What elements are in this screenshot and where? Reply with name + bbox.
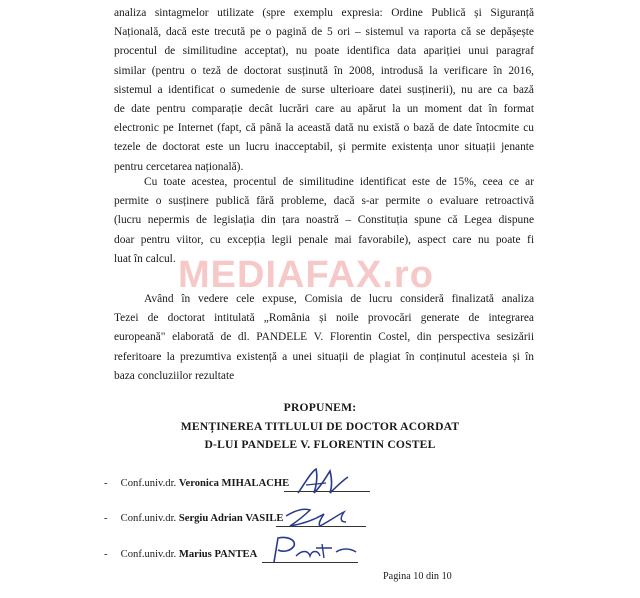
text-line: pentru cercetarea națională). [114,160,244,173]
handwritten-signature-3 [266,532,362,568]
signatory-prefix: Conf.univ.dr. [120,549,177,560]
signatory-prefix: Conf.univ.dr. [120,478,177,489]
text-line: permite o susținere publică fără probleme, dacă s-ar permite o evaluare retroactivă [114,195,534,208]
text-line: doar pentru viitor, cu excepția legii penale mai favorabile), aspect care nu poate fi [114,233,534,246]
text-line: Având în vedere cele expuse, Comisia de lucru consideră finalizată analiza [144,293,534,305]
signatory-first-name: Marius [178,549,212,560]
text-line: procentul de similitudine acceptat), nu poate identifica data apariției unui paragraf [114,45,534,58]
handwritten-signature-2 [280,500,360,532]
text-line: de date pentru comparație decât lucrări care au apărut la un moment dat în format [114,103,534,116]
text-line: Națională, dacă este trecută pe o pagină de 5 ori – sistemul va raporta că se depășește [114,26,534,39]
proposal-line-1: MENȚINEREA TITLULUI DE DOCTOR ACORDAT [180,420,460,433]
watermark-logo: MEDIAFAX.ro [178,254,434,296]
text-line: tezele de doctorat este un lucru inacceptabil, și permite existența unor situații jenante [114,141,534,154]
text-line: luat în calcul. [114,252,176,265]
text-line: sistemul a identificat o sumedenie de surse ulterioare datei susținerii), nu are ca bază [114,83,534,96]
signatory-first-name: Sergiu Adrian [178,513,243,524]
signatory-row: - Conf.univ.dr. Veronica MIHALACHE [104,478,290,489]
signatory-last-name: MIHALACHE [221,478,290,489]
signatory-prefix: Conf.univ.dr. [120,513,177,524]
signatory-last-name: VASILE [245,513,284,524]
handwritten-signature-1 [292,465,362,497]
signatory-row: - Conf.univ.dr. Sergiu Adrian VASILE [104,513,284,524]
signatory-first-name: Veronica [178,478,219,489]
signatory-row: - Conf.univ.dr. Marius PANTEA [104,549,258,560]
signatory-last-name: PANTEA [214,549,258,560]
text-line: baza concluziilor rezultate [114,369,235,382]
text-line: (lucru nepermis de legislația din țara noastră – Constituția spune că Legea dispune [114,214,534,227]
page-number-footer: Pagina 10 din 10 [383,571,452,582]
text-line: referitoare la prezumtiva existență a unei situații de plagiat în conținutul acesteia și în [114,350,534,363]
paragraph-3 [114,290,534,386]
proposal-heading: PROPUNEM: [283,401,357,414]
text-line: similar (pentru o teză de doctorat susținută în 2008, introdusă la verificare în 2016, [114,64,534,77]
text-line: Cu toate acestea, procentul de similitudine identificat este de 15%, ceea ce ar [144,176,534,188]
text-line: electronic pe Internet (fapt, că până la această dată nu există o bază de date întocmite cu [114,122,534,135]
text-line: Tezei de doctorat intitulată „România și noile provocări generate de integrarea [114,312,534,325]
proposal-line-2: D-LUI PANDELE V. FLORENTIN COSTEL [204,438,436,451]
text-line: analiza sintagmelor utilizate (spre exemplu expresia: Ordine Publică și Siguranță [114,7,534,19]
paragraph-1 [114,4,534,177]
text-line: europeană" elaborată de dl. PANDELE V. Florentin Costel, din perspectiva sesizării [114,331,534,344]
